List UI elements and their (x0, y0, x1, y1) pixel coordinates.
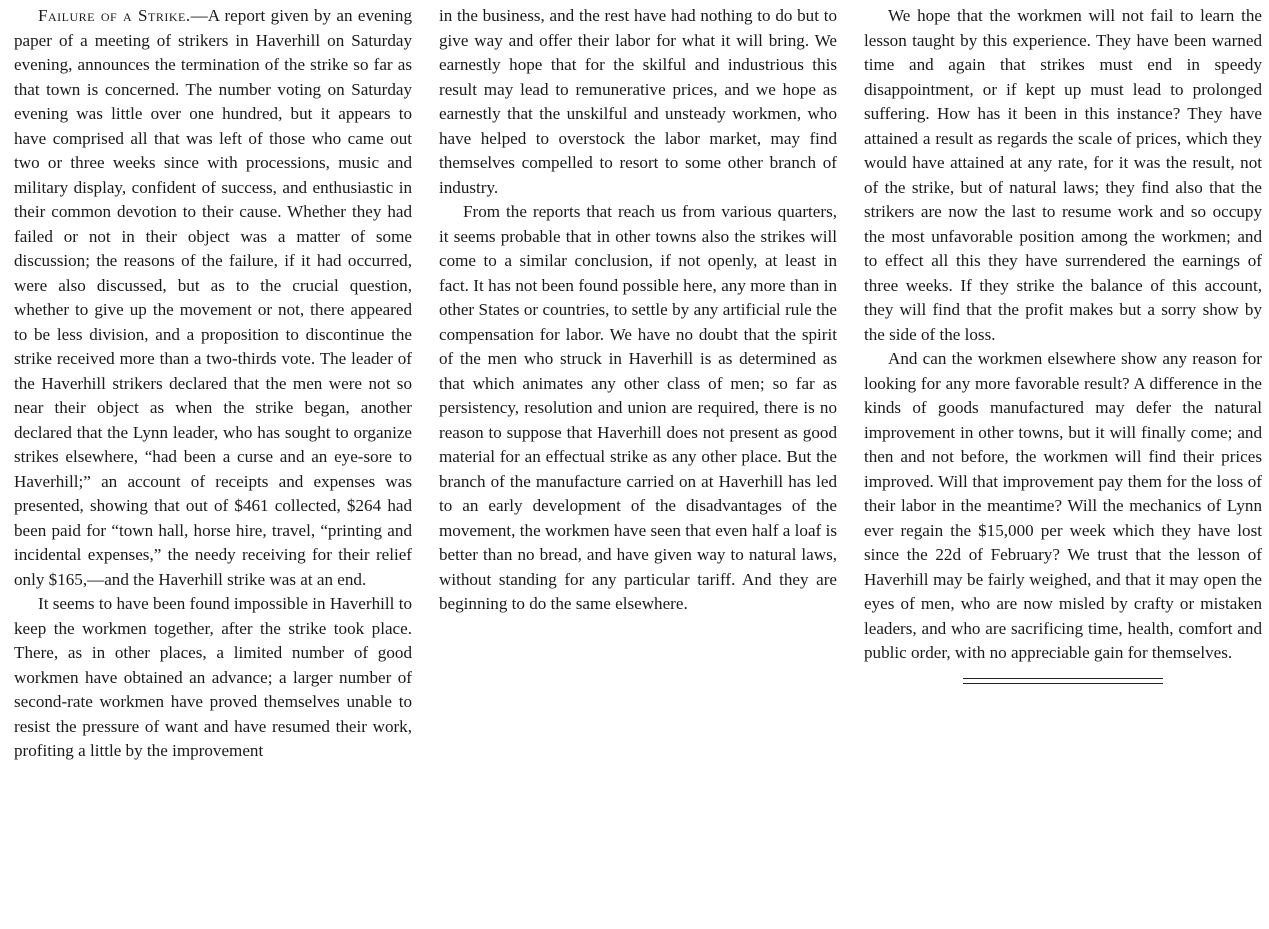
column-1 (14, 4, 412, 764)
column-3 (864, 4, 1262, 684)
article-headline: Failure of a Strike. (38, 6, 191, 25)
paragraph-continued: in the business, and the rest have had nothing to do but to give way and offer their labor for what it will bring. We earnestly hope that for the skilful and industrious this result may lead to remunerative prices, and we hope as earnestly that the unskilful and unsteady workmen, who have helped to overstock the labor market, may find themselves compelled to resort to some other branch of industry. (439, 6, 837, 197)
column-2 (439, 4, 837, 617)
paragraph (14, 4, 412, 592)
paragraph-text: —A report given by an evening paper of a meeting of strikers in Haverhill on Saturday evening, announces the termination of the strike so far as that town is concerned. The number voting on Saturday evening was little over one hundred, but it appears to have comprised all that was left of those who came out two or three weeks since with processions, music and military display, confident of success, and enthusiastic in their common devotion to their cause. Whether they had failed or not in their object was a matter of some discussion; the reasons of the failure, if it had occurred, were also discussed, but as to the crucial question, whether to give up the movement or not, there appeared to be less division, and a proposition to discontinue the strike received more than a two-thirds vote. The leader of the Haverhill strikers declared that the men were not so near their object as when the strike began, another declared that the Lynn leader, who has sought to organize strikes elsewhere, “had been a curse and an eye-sore to Haverhill;” an account of receipts and expenses was presented, showing that out of $461 collected, $264 had been paid for “town hall, horse hire, travel, “printing and incidental expenses,” the needy receiving for their relief only $165,—and the Haverhill strike was at an end. (14, 6, 412, 589)
paragraph: We hope that the workmen will not fail to learn the lesson taught by this experience. They have been warned time and again that strikes must end in speedy disappointment, or if kept up must lead to prolonged suffering. How has it been in this instance? They have attained a result as regards the scale of prices, which they would have attained at any rate, for it was the result, not of the strike, but of natural laws; they find also that the strikers are now the last to resume work and so occupy the most unfavorable position among the workmen; and to effect all this they have surrendered the earnings of three weeks. If they strike the balance of this account, they will find that the profit makes but a sorry show by the side of the loss. (864, 6, 1262, 344)
paragraph: And can the workmen elsewhere show any reason for looking for any more favorable result? A difference in the kinds of goods manufactured may defer the natural improvement in other towns, but it will finally come; and then and not before, the workmen will find their prices improved. Will that improvement pay them for the loss of their labor in the meantime? Will the mechanics of Lynn ever regain the $15,000 per week which they have lost since the 22d of February? We trust that the lesson of Haverhill may be fairly weighed, and that it may open the eyes of men, who are now misled by crafty or mistaken leaders, and who are sacrificing time, health, comfort and public order, with no appreciable gain for themselves. (864, 349, 1262, 662)
paragraph: It seems to have been found impossible in Haverhill to keep the workmen together, after the strike took place. There, as in other places, a limited number of good workmen have obtained an advance; a larger number of second-rate workmen have proved themselves unable to resist the pressure of want and have resumed their work, profiting a little by the improvement (14, 594, 412, 760)
paragraph: From the reports that reach us from various quarters, it seems probable that in other towns also the strikes will come to a similar conclusion, if not openly, at least in fact. It has not been found possible here, any more than in other States or countries, to settle by any artificial rule the compensation for labor. We have no doubt that the spirit of the men who struck in Haverhill is as determined as that which animates any other class of men; so far as persistency, resolution and union are required, there is no reason to suppose that Haverhill does not present as good material for an effectual strike as any other place. But the branch of the manufacture carried on at Haverhill has led to an early development of the disadvantages of the movement, the workmen have seen that even half a loaf is better than no bread, and have given way to natural laws, without standing for any particular tariff. And they are beginning to do the same elsewhere. (439, 202, 837, 613)
end-of-article-rule (963, 678, 1163, 684)
